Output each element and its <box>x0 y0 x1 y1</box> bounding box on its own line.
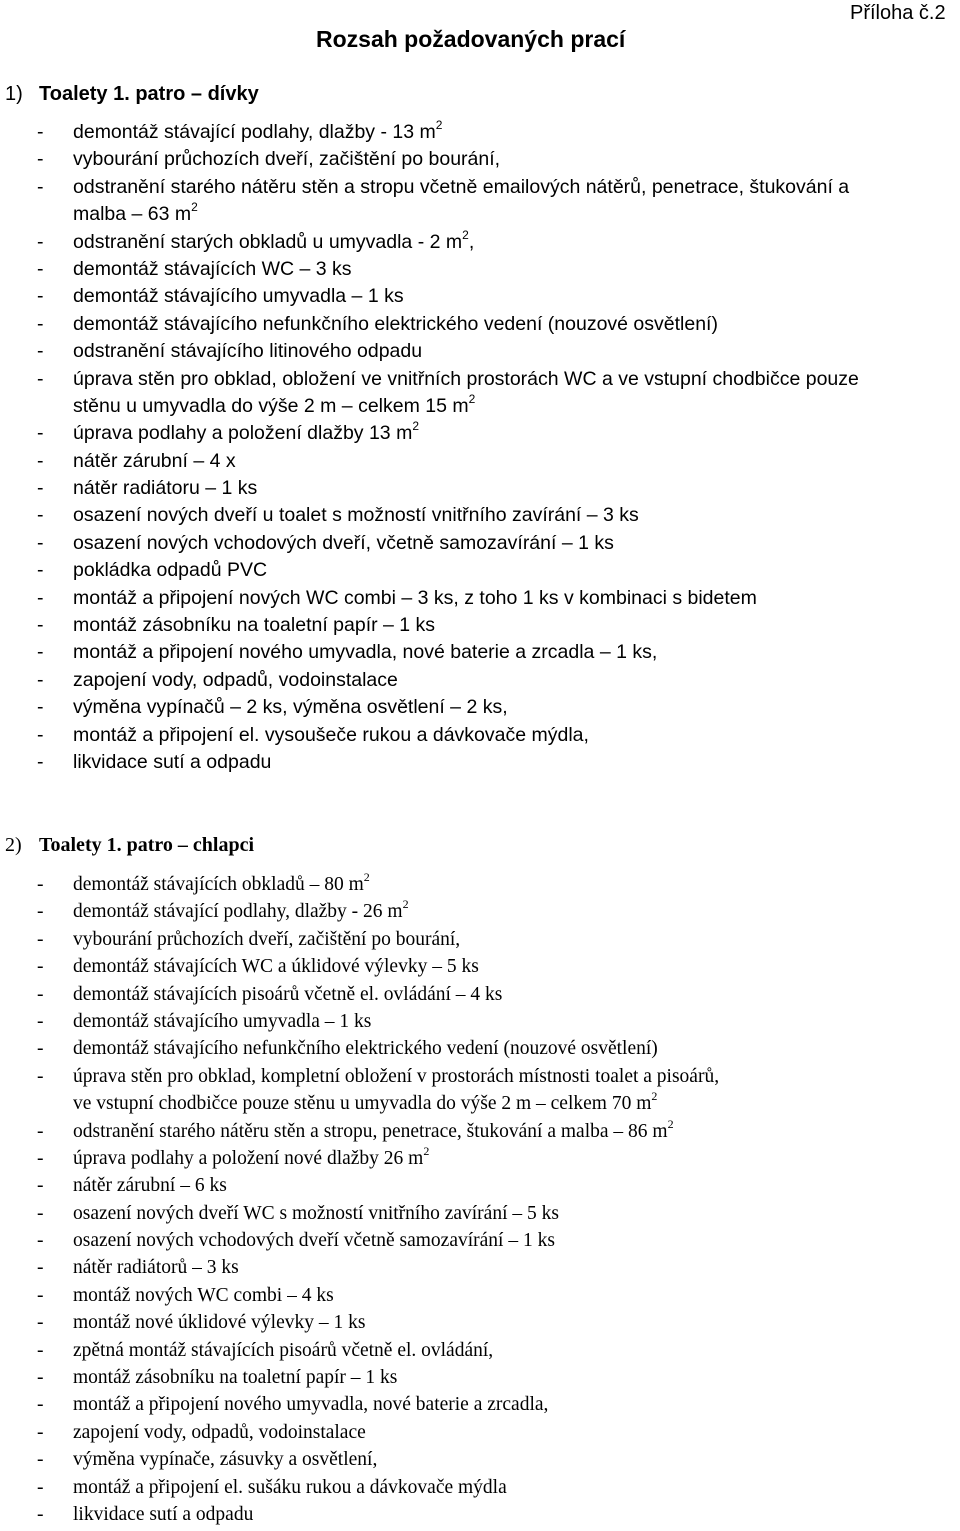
list-dash: - <box>37 723 44 746</box>
list-dash: - <box>37 1503 44 1525</box>
list-item-text: výměna vypínačů – 2 ks, výměna osvětlení – 2 ks, <box>73 696 508 719</box>
list-item-text: demontáž stávajících pisoárů včetně el. ovládání – 4 ks <box>73 983 503 1005</box>
list-item <box>37 1391 957 1418</box>
list-dash: - <box>37 422 44 445</box>
list-item <box>37 475 957 502</box>
list-dash: - <box>37 1367 44 1389</box>
list-item-text: nátěr zárubní – 6 ks <box>73 1175 227 1197</box>
list-item-text: odstranění starého nátěru stěn a stropu včetně emailových nátěrů, penetrace, štukování a <box>73 175 850 198</box>
list-item <box>37 722 957 749</box>
list-dash: - <box>37 1339 44 1361</box>
list-item-text: úprava podlahy a položení nové dlažby 26 m <box>73 1147 424 1169</box>
list-item-text: pokládka odpadů PVC <box>73 559 268 582</box>
list-item <box>37 557 957 584</box>
list-dash: - <box>37 956 44 978</box>
list-item-text: demontáž stávajícího nefunkčního elektrického vedení (nouzové osvětlení) <box>73 1038 658 1060</box>
list-item <box>37 366 957 393</box>
list-item-text: montáž zásobníku na toaletní papír – 1 ks <box>73 614 436 637</box>
list-item-text: nátěr radiátorů – 3 ks <box>73 1257 239 1279</box>
list-item <box>37 229 957 256</box>
list-item-text: demontáž stávajících obkladů – 80 m <box>73 874 364 895</box>
list-item <box>37 1501 957 1528</box>
list-item-text: ve vstupní chodbičce pouze stěnu u umyvadla do výše 2 m – celkem 70 m <box>73 1093 652 1115</box>
list-dash: - <box>37 1202 44 1224</box>
list-item-text: montáž nové úklidové výlevky – 1 ks <box>73 1312 366 1334</box>
superscript: 2 <box>435 118 443 132</box>
list-item <box>37 1227 957 1254</box>
list-dash: - <box>37 449 44 472</box>
list-item <box>37 311 957 338</box>
list-dash: - <box>37 901 44 923</box>
list-item <box>37 1172 957 1199</box>
list-dash: - <box>37 983 44 1005</box>
list-item-text: nátěr zárubní – 4 x <box>73 449 236 472</box>
list-item <box>37 1474 957 1501</box>
list-dash: - <box>37 285 44 308</box>
list-item-text: odstranění stávajícího litinového odpadu <box>73 340 423 363</box>
list-dash: - <box>37 1421 44 1443</box>
list-item-text: montáž a připojení nového umyvadla, nové baterie a zrcadla, <box>73 1394 549 1416</box>
list-item <box>37 1364 957 1391</box>
list-item <box>37 1090 957 1117</box>
list-dash: - <box>37 1065 44 1087</box>
list-item-text: demontáž stávajícího nefunkčního elektrického vedení (nouzové osvětlení) <box>73 312 718 335</box>
list-dash: - <box>37 367 44 390</box>
list-dash: - <box>37 696 44 719</box>
list-item <box>37 201 957 228</box>
list-dash: - <box>37 148 44 171</box>
superscript: 2 <box>462 227 469 242</box>
section-number: 2) <box>5 834 22 856</box>
list-dash: - <box>37 1147 44 1169</box>
document-title: Rozsah požadovaných prací <box>316 26 626 52</box>
list-item <box>37 926 957 953</box>
list-item <box>37 146 957 173</box>
superscript: 2 <box>191 200 198 215</box>
list-dash: - <box>37 1120 44 1142</box>
list-item-text: vybourání průchozích dveří, začištění po bourání, <box>73 148 501 171</box>
list-item <box>37 1008 957 1035</box>
superscript: 2 <box>667 1116 674 1131</box>
list-dash: - <box>37 175 44 198</box>
list-item <box>37 1337 957 1364</box>
list-item-text: montáž zásobníku na toaletní papír – 1 ks <box>73 1367 398 1389</box>
section-2-item-list <box>37 871 957 1528</box>
list-item <box>37 393 957 420</box>
section-1-item-list <box>37 119 957 776</box>
list-item-text: úprava stěn pro obklad, kompletní obložení v prostorách místnosti toalet a pisoárů, <box>73 1065 720 1087</box>
list-dash: - <box>37 340 44 363</box>
list-item <box>37 953 957 980</box>
list-item <box>37 1309 957 1336</box>
list-item <box>37 1254 957 1281</box>
list-dash: - <box>37 559 44 582</box>
list-item <box>37 530 957 557</box>
list-item <box>37 502 957 529</box>
list-item <box>37 667 957 694</box>
list-item-text: demontáž stávajícího umyvadla – 1 ks <box>73 1010 372 1032</box>
list-item <box>37 1200 957 1227</box>
list-item <box>37 174 957 201</box>
superscript: 2 <box>651 1089 658 1104</box>
list-item-text: likvidace sutí a odpadu <box>73 1503 254 1525</box>
list-item <box>37 585 957 612</box>
list-item-text: úprava stěn pro obklad, obložení ve vnitřních prostorách WC a ve vstupní chodbičce pouze <box>73 367 859 390</box>
list-dash: - <box>37 477 44 500</box>
list-item-text: montáž a připojení nových WC combi – 3 ks, z toho 1 ks v kombinaci s bidetem <box>73 586 757 609</box>
list-item <box>37 694 957 721</box>
list-item <box>37 981 957 1008</box>
list-item-text: vybourání průchozích dveří, začištění po bourání, <box>73 928 461 950</box>
list-item-text: nátěr radiátoru – 1 ks <box>73 477 258 500</box>
superscript: 2 <box>412 419 419 434</box>
list-item-text: montáž a připojení el. vysoušeče rukou a dávkovače mýdla, <box>73 723 589 746</box>
list-dash: - <box>37 1312 44 1334</box>
superscript: 2 <box>423 1143 430 1158</box>
superscript: 2 <box>402 897 409 912</box>
list-item-text: stěnu u umyvadla do výše 2 m – celkem 15 m <box>73 394 469 417</box>
list-dash: - <box>37 586 44 609</box>
list-item <box>37 612 957 639</box>
list-item-text: likvidace sutí a odpadu <box>73 750 272 773</box>
list-dash: - <box>37 928 44 950</box>
list-dash: - <box>37 1010 44 1032</box>
list-item <box>37 283 957 310</box>
section-heading-1 <box>5 83 259 106</box>
list-dash: - <box>37 1284 44 1306</box>
list-item-text: montáž a připojení nového umyvadla, nové baterie a zrcadla – 1 ks, <box>73 641 658 664</box>
list-item-text: demontáž stávajících WC – 3 ks <box>73 257 352 280</box>
list-item <box>37 898 957 925</box>
list-dash: - <box>37 257 44 280</box>
list-item-text: osazení nových vchodových dveří včetně samozavírání – 1 ks <box>73 1230 555 1252</box>
attachment-label: Příloha č.2 <box>850 2 946 24</box>
list-dash: - <box>37 121 44 143</box>
list-dash: - <box>37 1449 44 1471</box>
list-dash: - <box>37 1394 44 1416</box>
list-dash: - <box>37 1230 44 1252</box>
list-item <box>37 1282 957 1309</box>
list-item-text: odstranění starého nátěru stěn a stropu, penetrace, štukování a malba – 86 m <box>73 1120 668 1142</box>
list-dash: - <box>37 230 44 253</box>
list-dash: - <box>37 1257 44 1279</box>
section-title: Toalety 1. patro – chlapci <box>39 834 255 856</box>
list-item <box>37 338 957 365</box>
list-item-suffix: , <box>468 230 475 253</box>
list-item-text: osazení nových dveří WC s možností vnitřního zavírání – 5 ks <box>73 1202 559 1224</box>
list-item-text: zapojení vody, odpadů, vodoinstalace <box>73 1421 366 1443</box>
list-item <box>37 1035 957 1062</box>
list-dash: - <box>37 1038 44 1060</box>
list-dash: - <box>37 874 44 895</box>
list-item-text: úprava podlahy a položení dlažby 13 m <box>73 422 413 445</box>
list-item <box>37 1118 957 1145</box>
list-item-text: malba – 63 m <box>73 203 192 226</box>
list-dash: - <box>37 750 44 773</box>
list-dash: - <box>37 531 44 554</box>
list-item <box>37 639 957 666</box>
list-item-text: demontáž stávající podlahy, dlažby - 13 m <box>73 121 436 143</box>
list-item-text: montáž a připojení el. sušáku rukou a dávkovače mýdla <box>73 1476 507 1498</box>
list-dash: - <box>37 1476 44 1498</box>
list-item-text: zapojení vody, odpadů, vodoinstalace <box>73 668 398 691</box>
list-item <box>37 1145 957 1172</box>
list-dash: - <box>37 504 44 527</box>
list-item <box>37 749 957 776</box>
list-item-text: odstranění starých obkladů u umyvadla - 2 m <box>73 230 463 253</box>
section-title: Toalety 1. patro – dívky <box>39 83 259 105</box>
section-number: 1) <box>5 83 23 105</box>
list-item-text: demontáž stávajícího umyvadla – 1 ks <box>73 285 404 308</box>
list-item-text: osazení nových dveří u toalet s možností vnitřního zavírání – 3 ks <box>73 504 639 527</box>
list-item <box>37 1063 957 1090</box>
list-item-text: osazení nových vchodových dveří, včetně samozavírání – 1 ks <box>73 531 614 554</box>
list-dash: - <box>37 614 44 637</box>
list-item <box>37 448 957 475</box>
list-item <box>37 420 957 447</box>
section-heading-2 <box>5 834 254 857</box>
list-item-text: montáž nových WC combi – 4 ks <box>73 1284 334 1306</box>
list-item-text: demontáž stávajících WC a úklidové výlevky – 5 ks <box>73 956 479 978</box>
superscript: 2 <box>363 870 370 884</box>
list-item <box>37 1419 957 1446</box>
list-dash: - <box>37 312 44 335</box>
list-item <box>37 256 957 283</box>
superscript: 2 <box>468 391 476 406</box>
list-dash: - <box>37 641 44 664</box>
list-dash: - <box>37 1175 44 1197</box>
list-item <box>37 1446 957 1473</box>
list-item <box>37 871 957 898</box>
list-item-text: výměna vypínače, zásuvky a osvětlení, <box>73 1449 378 1471</box>
list-item-text: zpětná montáž stávajících pisoárů včetně el. ovládání, <box>73 1339 494 1361</box>
list-item-text: demontáž stávající podlahy, dlažby - 26 m <box>73 901 403 923</box>
list-item <box>37 119 957 146</box>
list-dash: - <box>37 668 44 691</box>
